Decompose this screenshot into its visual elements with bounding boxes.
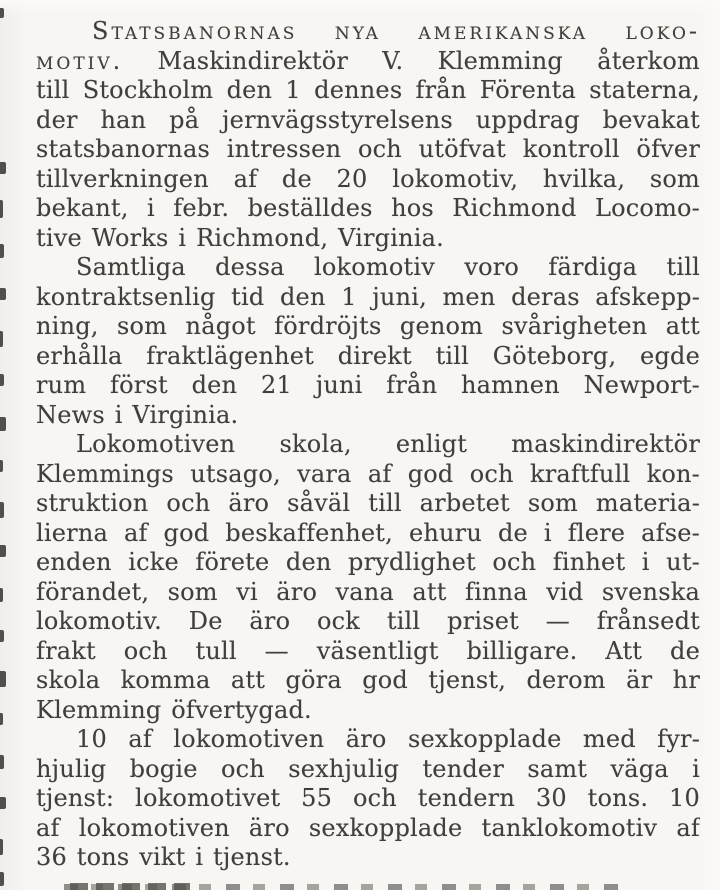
line-text: hjulig bogie och sexhjulig tender samt väga i bbox=[36, 754, 700, 783]
line-text: skola komma att göra god tjenst, derom är hr bbox=[36, 666, 700, 694]
text-line bbox=[36, 76, 700, 106]
line-text: erhålla fraktlägenhet direkt till Göteborg, egde bbox=[36, 341, 700, 370]
line-text: News i Virginia. bbox=[36, 400, 239, 429]
line-text: struktion och äro såväl till arbetet som materia- bbox=[36, 489, 700, 517]
next-line-cutoff-dark-fragment bbox=[70, 883, 190, 890]
line-text: tillverkningen af de 20 lokomotiv, hvilka, som bbox=[36, 164, 700, 193]
line-text: Klemmings utsago, vara af god och kraftfull kon- bbox=[36, 459, 700, 488]
line-text: der han på jernvägsstyrelsens uppdrag bevakat bbox=[36, 105, 700, 134]
line-text: Lokomotiven skola, enligt maskindirektör bbox=[76, 430, 700, 458]
line-text: Samtliga dessa lokomotiv voro färdiga till bbox=[76, 253, 700, 281]
line-text: 36 tons vikt i tjenst. bbox=[36, 843, 291, 871]
gutter-ink-mark bbox=[0, 630, 4, 642]
line-text: ning, som något fördröjts genom svårigheten att bbox=[36, 312, 700, 340]
gutter-ink-mark bbox=[0, 872, 4, 886]
text-line bbox=[36, 342, 700, 372]
gutter-ink-mark bbox=[0, 460, 3, 472]
line-text: till Stockholm den 1 dennes från Förenta staterna, bbox=[36, 76, 700, 104]
text-line bbox=[36, 312, 700, 342]
text-line bbox=[36, 607, 700, 637]
text-line bbox=[36, 165, 700, 195]
text-line bbox=[36, 283, 700, 313]
text-line bbox=[36, 696, 700, 726]
line-text: af lokomotiven äro sexkopplade tanklokomotiv af bbox=[36, 813, 700, 842]
line-text: tive Works i Richmond, Virginia. bbox=[36, 223, 444, 252]
line-text: rum först den 21 juni från hamnen Newport- bbox=[36, 371, 700, 399]
gutter-ink-mark bbox=[0, 162, 6, 174]
gutter-ink-mark bbox=[0, 797, 6, 809]
line-text: tjenst: lokomotivet 55 och tendern 30 tons. 10 bbox=[36, 784, 700, 812]
text-line bbox=[36, 135, 700, 165]
gutter-ink-mark bbox=[0, 244, 4, 258]
line-text: enden icke förete den prydlighet och finhet i ut- bbox=[36, 548, 700, 576]
text-line bbox=[36, 548, 700, 578]
text-line bbox=[36, 430, 700, 460]
text-line bbox=[36, 17, 700, 47]
text-line bbox=[36, 106, 700, 136]
gutter-ink-mark bbox=[0, 374, 4, 386]
gutter-ink-mark bbox=[0, 8, 4, 18]
text-line bbox=[36, 637, 700, 667]
text-line bbox=[36, 253, 700, 283]
text-line bbox=[36, 224, 700, 254]
gutter-ink-mark bbox=[0, 755, 4, 769]
line-text: statsbanornas intressen och utöfvat kontroll öfver bbox=[36, 135, 700, 163]
text-line bbox=[36, 843, 700, 873]
gutter-ink-mark bbox=[0, 713, 3, 725]
gutter-ink-mark bbox=[0, 417, 6, 431]
small-caps-heading-text: motiv. bbox=[36, 46, 124, 75]
text-line bbox=[36, 784, 700, 814]
article-text-column bbox=[36, 17, 700, 873]
text-line bbox=[36, 47, 700, 77]
gutter-ink-mark bbox=[0, 671, 6, 687]
text-line bbox=[36, 194, 700, 224]
line-text: frakt och tull — väsentligt billigare. Att de bbox=[36, 636, 700, 665]
line-text: Maskindirektör V. Klemming återkom bbox=[157, 46, 700, 75]
text-line bbox=[36, 578, 700, 608]
line-text: bekant, i febr. beställdes hos Richmond Locomo- bbox=[36, 194, 700, 222]
gutter-ink-mark bbox=[0, 839, 3, 855]
text-line bbox=[36, 489, 700, 519]
gutter-ink-mark bbox=[0, 545, 6, 557]
line-text: lierna af god beskaffenhet, ehuru de i flere afse- bbox=[36, 518, 700, 547]
text-line bbox=[36, 666, 700, 696]
line-text: Klemming öfvertygad. bbox=[36, 695, 312, 724]
line-text: förandet, som vi äro vana att finna vid svenska bbox=[36, 577, 700, 606]
text-line bbox=[36, 401, 700, 431]
text-line bbox=[36, 755, 700, 785]
small-caps-heading-text: Statsbanornas nya amerikanska loko- bbox=[92, 17, 700, 45]
line-text: lokomotiv. De äro ock till priset — frånsedt bbox=[36, 607, 700, 635]
gutter-ink-mark bbox=[0, 200, 3, 218]
text-line bbox=[36, 460, 700, 490]
gutter-ink-mark bbox=[0, 331, 3, 347]
gutter-ink-mark bbox=[0, 588, 3, 602]
gutter-ink-mark bbox=[0, 288, 6, 300]
text-line bbox=[36, 519, 700, 549]
line-text: 10 af lokomotiven äro sexkopplade med fyr- bbox=[76, 725, 700, 753]
text-line bbox=[36, 814, 700, 844]
gutter-ink-mark bbox=[0, 502, 4, 518]
text-line bbox=[36, 371, 700, 401]
line-text: kontraktsenlig tid den 1 juni, men deras afskepp- bbox=[36, 282, 700, 311]
text-line bbox=[36, 725, 700, 755]
